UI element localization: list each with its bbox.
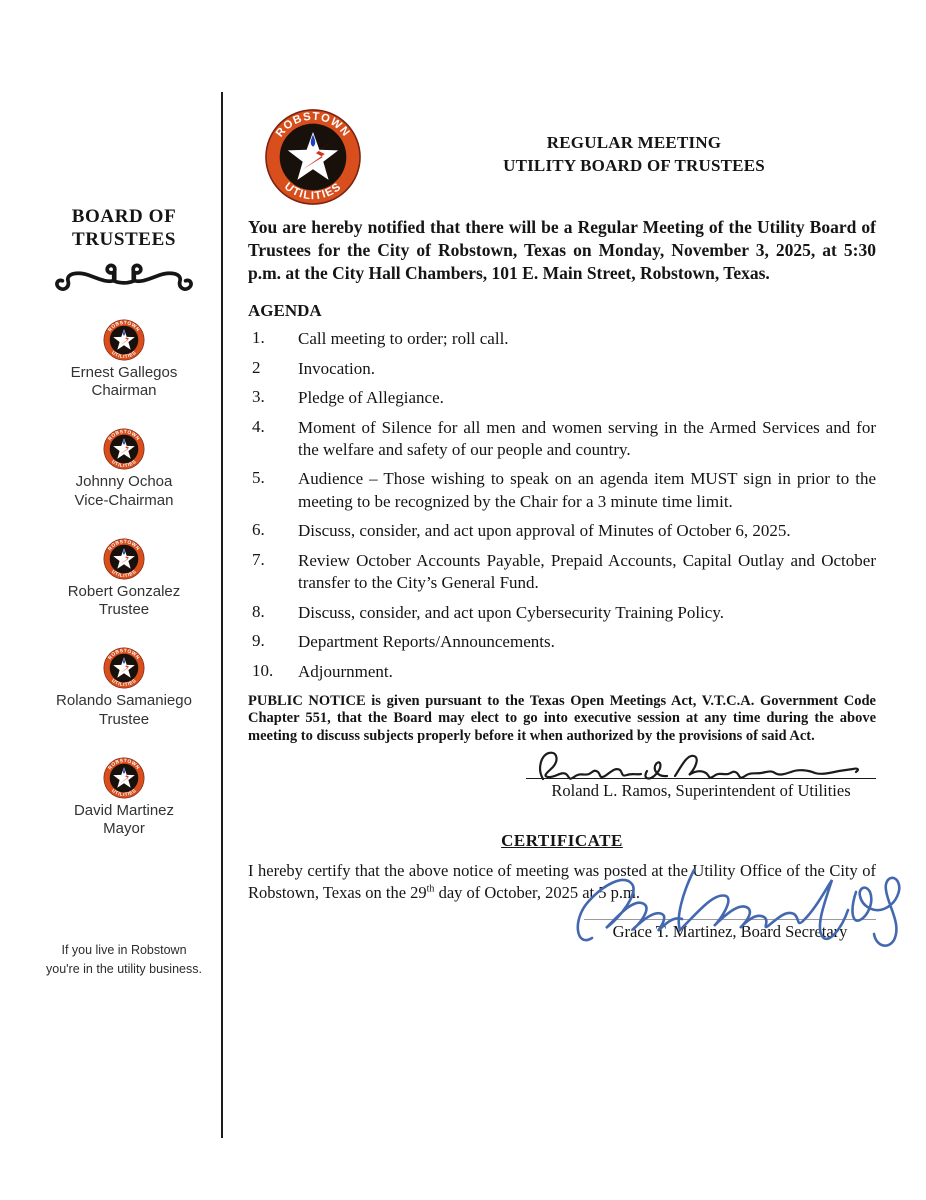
public-notice-paragraph: PUBLIC NOTICE is given pursuant to the Texas Open Meetings Act, V.T.C.A. Government Code Chapter 551, that the Board may elect to go into executive session at any time during the above meeting to discuss subjects properly before it when authorized by the provisions of said Act.: [248, 692, 876, 744]
agenda-item: [248, 631, 876, 653]
member-name: Robert Gonzalez: [67, 582, 181, 600]
meeting-title-line2: UTILITY BOARD OF TRUSTEES: [503, 155, 765, 175]
agenda-item-number: 9.: [252, 631, 265, 651]
board-member: [26, 538, 222, 621]
member-title: Trustee: [98, 601, 150, 619]
agenda-item-number: 6.: [252, 520, 265, 540]
robstown-utilities-logo: [264, 108, 362, 206]
agenda-item-text: Moment of Silence for all men and women serving in the Armed Services and for the welfare and safety of our people and country.: [298, 417, 876, 460]
superintendent-signature-label: Roland L. Ramos, Superintendent of Utilities: [551, 781, 851, 801]
sidebar-heading: [26, 206, 222, 252]
robstown-utilities-logo-icon: [103, 647, 145, 689]
agenda-item-number: 8.: [252, 601, 265, 621]
agenda-item: [248, 328, 876, 350]
agenda-item-number: 7.: [252, 549, 265, 569]
meeting-title-line1: REGULAR MEETING: [546, 133, 722, 152]
board-member: [26, 647, 222, 730]
agenda-item-text: Department Reports/Announcements.: [298, 632, 555, 652]
robstown-utilities-logo-icon: [103, 538, 145, 580]
board-member: [26, 428, 222, 511]
board-member: [26, 319, 222, 402]
member-title: Trustee: [98, 710, 150, 728]
sidebar-heading-line2: TRUSTEES: [71, 228, 177, 250]
decorative-flourish: [54, 262, 194, 292]
agenda-list: [248, 328, 876, 683]
agenda-item: [248, 387, 876, 409]
agenda-item: [248, 358, 876, 380]
agenda-item-number: 1.: [252, 328, 265, 348]
member-name: Ernest Gallegos: [70, 363, 178, 381]
sidebar-heading-line1: BOARD OF: [71, 206, 177, 227]
board-member: [26, 757, 222, 840]
agenda-item-text: Audience – Those wishing to speak on an agenda item MUST sign in prior to the meeting to be recognized by the Chair for a 3 minute time limit.: [298, 469, 876, 511]
agenda-item: [248, 602, 876, 624]
certificate-ordinal-suffix: th: [426, 883, 435, 895]
agenda-item-text: Pledge of Allegiance.: [298, 388, 444, 408]
document-header: [248, 108, 876, 206]
tagline-line1: If you live in Robstown: [61, 943, 187, 958]
agenda-item-text: Adjournment.: [298, 661, 393, 681]
agenda-item-text: Call meeting to order; roll call.: [298, 329, 509, 349]
certificate-heading: [248, 831, 876, 851]
sidebar-tagline: [26, 941, 222, 980]
member-name: David Martinez: [73, 801, 175, 819]
agenda-item-number: 10.: [252, 660, 274, 680]
agenda-item: [248, 550, 876, 595]
agenda-item: [248, 417, 876, 462]
secretary-signature-label: Grace T. Martinez, Board Secretary: [612, 922, 848, 942]
agenda-item-text: Discuss, consider, and act upon Cybersecurity Training Policy.: [298, 602, 724, 622]
superintendent-signature-block: [526, 747, 876, 801]
agenda-item-number: 2: [252, 357, 261, 377]
member-name: Johnny Ochoa: [75, 473, 173, 491]
agenda-item-text: Invocation.: [298, 358, 375, 378]
member-title: Vice-Chairman: [74, 491, 174, 509]
agenda-heading: AGENDA: [248, 301, 322, 321]
meeting-notification-paragraph: You are hereby notified that there will be a Regular Meeting of the Utility Board of Trustees for the City of Robstown, Texas on Monday, November 3, 2025, at 5:30 p.m. at the City Hall Chambers, 101 E. Main Street, Robstown, Texas.: [248, 217, 876, 284]
robstown-utilities-logo-icon: [103, 319, 145, 361]
robstown-utilities-logo-icon: [103, 428, 145, 470]
notice-main-content: [248, 108, 876, 942]
certificate-text-part2: day of October, 2025 at 5 p.m.: [434, 882, 640, 902]
member-title: Chairman: [91, 382, 157, 400]
agenda-item-text: Discuss, consider, and act upon approval of Minutes of October 6, 2025.: [298, 521, 791, 541]
secretary-signature-block: [584, 919, 876, 942]
agenda-item: [248, 520, 876, 542]
agenda-item-text: Review October Accounts Payable, Prepaid Accounts, Capital Outlay and October transfer to the City’s General Fund.: [298, 550, 876, 593]
agenda-item-number: 4.: [252, 416, 265, 436]
board-of-trustees-sidebar: [26, 206, 222, 980]
agenda-item-number: 5.: [252, 468, 265, 488]
member-title: Mayor: [103, 820, 145, 838]
agenda-item: [248, 468, 876, 513]
certificate-paragraph: [248, 860, 876, 903]
meeting-title: [362, 108, 876, 178]
certificate-text-part1: I hereby certify that the above notice of meeting was posted at the Utility Office of the City of Robstown, Texas on the 29: [248, 861, 876, 902]
agenda-item-number: 3.: [252, 387, 265, 407]
member-name: Rolando Samaniego: [56, 692, 192, 710]
agenda-item: [248, 661, 876, 683]
tagline-line2: you're in the utility business.: [46, 962, 202, 977]
robstown-utilities-logo-icon: [103, 757, 145, 799]
certificate-heading-text: CERTIFICATE: [501, 831, 623, 851]
